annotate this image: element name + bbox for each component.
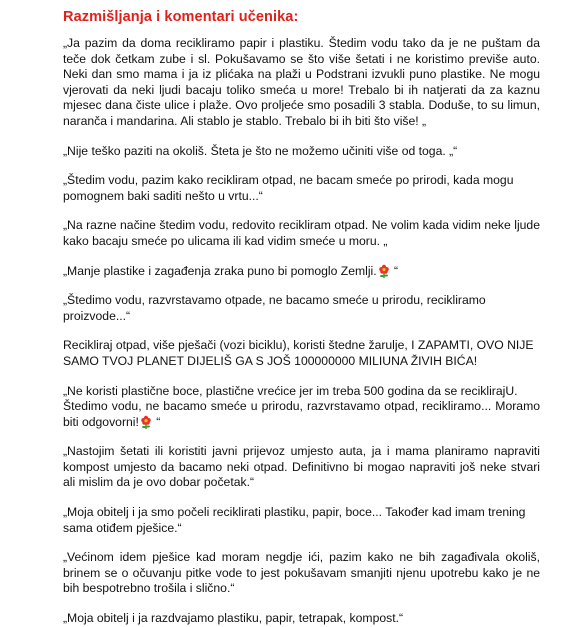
student-comment-8 (63, 384, 540, 431)
student-comment-3: „Štedim vodu, pazim kako recikliram otpad, ne bacam smeće po prirodi, kada mogu pomognem baki saditi nešto u vrtu...“ (63, 173, 514, 203)
student-comment-8-line2: Štedimo vodu, ne bacamo smeće u prirodu, razvrstavamo otpad, recikliramo... Moramo biti odgovorni! (63, 399, 540, 429)
flower-icon (377, 264, 391, 278)
student-comment-6: „Štedimo vodu, razvrstavamo otpade, ne bacamo smeće u prirodu, recikliramo proizvode...“ (63, 293, 486, 323)
student-comment-1: „Ja pazim da doma recikliramo papir i plastiku. Štedim vodu tako da je ne puštam da teče dok četkam zube i sl. Pokušavamo se što više šetati i ne koristimo previše auto. Neki dan smo mama i ja iz plićaka na plaži u Podstrani izvukli puno plastike. Ne mogu vjerovati da neki ljudi bacaju toliko smeća u more! Trebalo bi ih natjerati da za kaznu mjesec dana čiste ulice i plaže. Ovo proljeće smo posadili 3 stabla. Doduše, to su limun, naranča i mandarina. Ali stablo je stablo. Trebalo bi ih biti što više! „ (63, 36, 540, 128)
student-comment-12: „Moja obitelj i ja razdvajamo plastiku, papir, tetrapak, kompost.“ (63, 611, 404, 626)
student-comment-5-text: „Manje plastike i zagađenja zraka puno bi pomoglo Zemlji. (63, 263, 377, 278)
student-comment-8-end: “ (152, 414, 161, 429)
student-comment-4: „Na razne načine štedim vodu, redovito recikliram otpad. Ne volim kada vidim neke ljude kako bacaju smeće po ulicama ili kad vidim smeće u moru. „ (63, 218, 540, 248)
student-comment-11: „Većinom idem pješice kad moram negdje ići, pazim kako ne bih zagađivala okoliš, brinem se o očuvanju pitke vode to jest pokušavam smanjiti njenu upotrebu kako je ne bih bespotrebno trošila i slično.“ (63, 550, 540, 596)
student-comment-10: „Moja obitelj i ja smo počeli reciklirati plastiku, papir, boce... Također kad imam trening sama otiđem pješice.“ (63, 505, 526, 535)
student-comment-2: „Nije teško paziti na okoliš. Šteta je što ne možemo učiniti više od toga. „“ (63, 143, 458, 158)
student-comment-7: Recikliraj otpad, više pješači (vozi biciklu), koristi štedne žarulje, I ZAPAMTI, OVO NIJE SAMO TVOJ PLANET DIJELIŠ GA S JOŠ 100000000 MILIUNA ŽIVIH BIĆA! (63, 338, 534, 368)
student-comment-9: „Nastojim šetati ili koristiti javni prijevoz umjesto auta, ja i mama planiramo napraviti kompost umjesto da bacamo neki otpad. Definitivno bi mogao napraviti još neke stvari ali mislim da je ovo dobar početak.“ (63, 444, 540, 490)
flower-icon (139, 415, 153, 429)
student-comment-5-end: “ (390, 263, 399, 278)
student-comment-8-line1: „Ne koristi plastične boce, plastične vrećice jer im treba 500 godina da se reciklirajU. (63, 383, 518, 398)
page-title: Razmišljanja i komentari učenika: (63, 9, 299, 25)
student-comment-5 (63, 264, 540, 280)
